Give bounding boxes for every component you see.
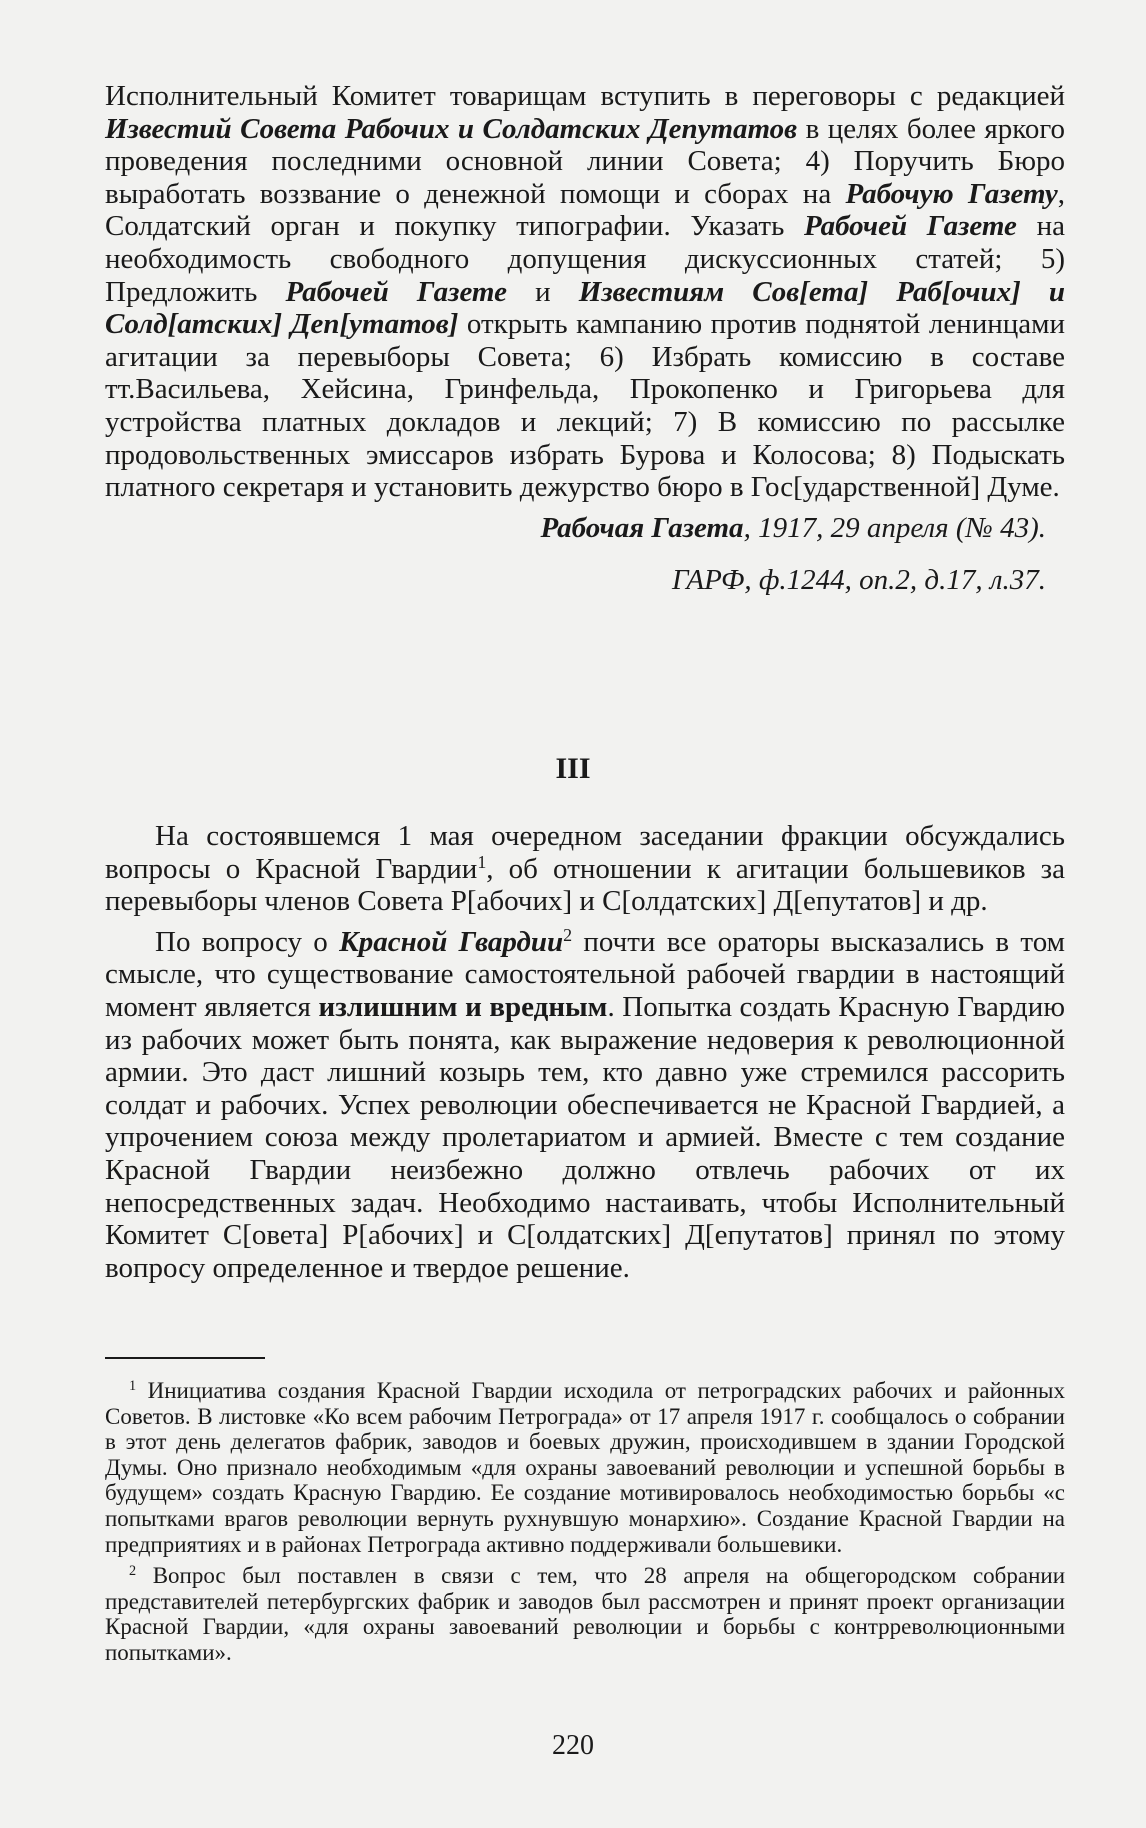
section-heading: III (555, 752, 591, 785)
emphasis-izvestiya: Известий Совета Рабочих и Солдатских Депутатов (105, 112, 798, 145)
source-citation-archive: ГАРФ, ф.1244, оп.2, д.17, л.37. (672, 564, 1046, 596)
emphasis-rabochaya-gazeta: Рабочую Газету (845, 177, 1058, 210)
paragraph-continuation (105, 80, 1065, 504)
page-number: 220 (552, 1730, 594, 1761)
emphasis-rabochei-gazete: Рабочей Газете (803, 210, 1017, 243)
emphasis-izlishnim: излишним и вредным (318, 990, 608, 1023)
section-body (105, 820, 1065, 1284)
source-citation-newspaper: Рабочая Газета, 1917, 29 апреля (№ 43). (540, 512, 1046, 544)
footnote-ref-1: 1 (477, 851, 487, 872)
paragraph-2: На состоявшемся 1 мая очередном заседании фракции обсуждались вопросы о Красной Гвардии$^1$, об отношении к агитации большевиков за перевыборы членов Совета Р[абочих] и С[олдатских] Д[епутатов] и др. (105, 820, 1065, 918)
emphasis-rabochei-gazete-2: Рабочей Газете (285, 275, 507, 308)
paragraph-3: По вопросу о Красной Гвардии$^2$ почти все ораторы высказались в том смысле, что существование самостоятельной рабочей гвардии в настоящий момент является излишним и вредным. Попытка создать Красную Гвардию из рабочих может быть понята, как выражение недоверия к революционной армии. Это даст лишний козырь тем, кто давно уже стремился рассорить солдат и рабочих. Успех революции обеспечивается не Красной Гвардией, а упрочением союза между пролетариатом и армией. Вместе с тем создание Красной Гвардии неизбежно должно отвлечь рабочих от их непосредственных задач. Необходимо настаивать, чтобы Исполнительный Комитет С[овета] Р[абочих] и С[олдатских] Д[епутатов] принял по этому вопросу определенное и твердое решение. (105, 924, 1066, 1284)
footnote-divider (105, 1357, 265, 1359)
footnote-2: $^2$ Вопрос был поставлен в связи с тем, что 28 апреля на общегородском собрании представителей петербургских фабрик и заводов был рассмотрен и принят проект организации Красной Гвардии, «для охраны завоеваний революции и борьбы с контрреволюционными попытками». (105, 1563, 1065, 1665)
emphasis-krasnoi-gvardii: Красной Гвардии (339, 925, 564, 958)
paragraph-1: Исполнительный Комитет товарищам вступить в переговоры с редакцией Известий Совета Рабочих и Солдатских Депутатов в целях более яркого проведения последними основной линии Совета; 4) Поручить Бюро выработать воззвание о денежной помощи и сборах на Рабочую Газету, Солдатский орган и покупку типографии. Указать Рабочей Газете на необходимость свободного допущения дискуссионных статей; 5) Предложить Рабочей Газете и Известиям Сов[ета] Раб[очих] и Солд[атских] Деп[утатов] открыть кампанию против поднятой ленинцами агитации за перевыборы Совета; 6) Избрать комиссию в составе тт.Васильева, Хейсина, Гринфельда, Прокопенко и Григорьева для устройства платных докладов и лекций; 7) В комиссию по рассылке продовольственных эмиссаров избрать Бурова и Колосова; 8) Подыскать платного секретаря и установить дежурство бюро в Гос[ударственной] Думе. (105, 80, 1066, 504)
footnote-ref-2: 2 (563, 924, 573, 945)
footnotes (105, 1378, 1065, 1672)
emphasis-izvestiyam: Известиям Сов[ета] Раб[очих] и Солд[атских] Деп[утатов] (105, 275, 1065, 341)
footnote-1: $^1$ Инициатива создания Красной Гвардии исходила от петроградских рабочих и районных Советов. В листовке «Ко всем рабочим Петрограда» от 17 апреля 1917 г. сообщалось о собрании в этот день делегатов фабрик, заводов и боевых дружин, происходившем в здании Городской Думы. Оно признало необходимым «для охраны завоеваний революции и успешной борьбы в будущем» создать Красную Гвардию. Ее создание мотивировалось необходимостью борьбы «с попытками врагов революции вернуть рухнувшую монархию». Создание Красной Гвардии на предприятиях и в районах Петрограда активно поддерживали большевики. (105, 1378, 1065, 1557)
